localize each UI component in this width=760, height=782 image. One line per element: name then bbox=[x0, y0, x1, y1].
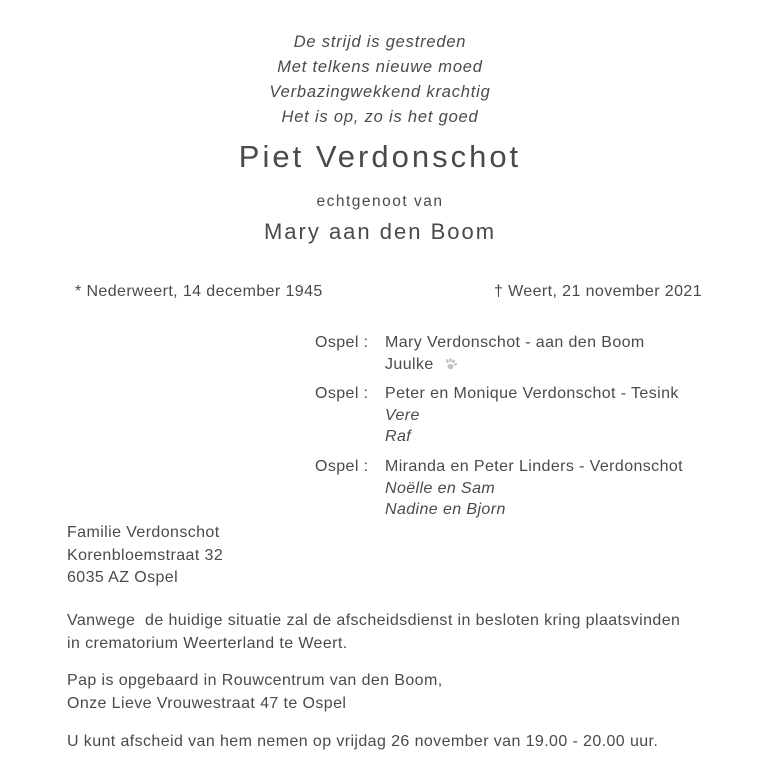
paragraph-line: Pap is opgebaard in Rouwcentrum van den Boom, bbox=[67, 672, 443, 689]
family-entry-main-line bbox=[315, 456, 683, 478]
paragraph bbox=[67, 731, 727, 754]
place-label: Ospel : bbox=[315, 334, 369, 351]
poem-line: Het is op, zo is het goed bbox=[281, 108, 479, 126]
poem-line: Verbazingwekkend krachtig bbox=[269, 83, 491, 101]
birth-date: * Nederweert, 14 december 1945 bbox=[75, 283, 323, 300]
family-entry bbox=[315, 456, 683, 521]
family-child-line: Juulke bbox=[385, 354, 683, 376]
family-child-line: Noëlle en Sam bbox=[385, 479, 496, 497]
death-date: † Weert, 21 november 2021 bbox=[493, 283, 702, 300]
paragraph-line: Onze Lieve Vrouwestraat 47 te Ospel bbox=[67, 694, 347, 712]
address-line: Korenbloemstraat 32 bbox=[67, 546, 224, 564]
family-child-line: Raf bbox=[385, 428, 412, 446]
family-entry bbox=[315, 332, 683, 375]
deceased-name: Piet Verdonschot bbox=[238, 139, 522, 174]
paragraph-line: U kunt afscheid van hem nemen op vrijdag 26 november van 19.00 - 20.00 uur. bbox=[67, 733, 659, 750]
dates-row bbox=[0, 283, 760, 301]
family-list bbox=[315, 332, 683, 529]
family-entry-main-line bbox=[315, 332, 683, 354]
address-line: 6035 AZ Ospel bbox=[67, 569, 179, 587]
family-entry-main-line bbox=[315, 383, 683, 405]
paragraph-line: in crematorium Weerterland te Weert. bbox=[67, 634, 348, 652]
place-label: Ospel : bbox=[315, 457, 369, 475]
family-names: Mary Verdonschot - aan den Boom bbox=[385, 334, 645, 351]
family-names: Peter en Monique Verdonschot - Tesink bbox=[385, 385, 679, 403]
family-child-line: Nadine en Bjorn bbox=[385, 501, 506, 519]
spouse-name: Mary aan den Boom bbox=[263, 219, 497, 244]
family-names: Miranda en Peter Linders - Verdonschot bbox=[385, 457, 684, 475]
opening-poem bbox=[0, 30, 760, 130]
address-line: Familie Verdonschot bbox=[67, 524, 220, 541]
paw-icon bbox=[441, 356, 459, 373]
relation-label: echtgenoot van bbox=[316, 193, 444, 210]
poem-line: De strijd is gestreden bbox=[293, 33, 467, 51]
paragraph bbox=[67, 610, 727, 655]
family-child-line: Vere bbox=[385, 406, 420, 424]
place-label: Ospel : bbox=[315, 385, 369, 403]
family-entry bbox=[315, 383, 683, 448]
paragraph-line: Vanwege de huidige situatie zal de afscheidsdienst in besloten kring plaatsvinden bbox=[67, 612, 681, 629]
poem-line: Met telkens nieuwe moed bbox=[277, 58, 483, 76]
paragraph bbox=[67, 670, 727, 715]
family-address bbox=[67, 522, 223, 590]
